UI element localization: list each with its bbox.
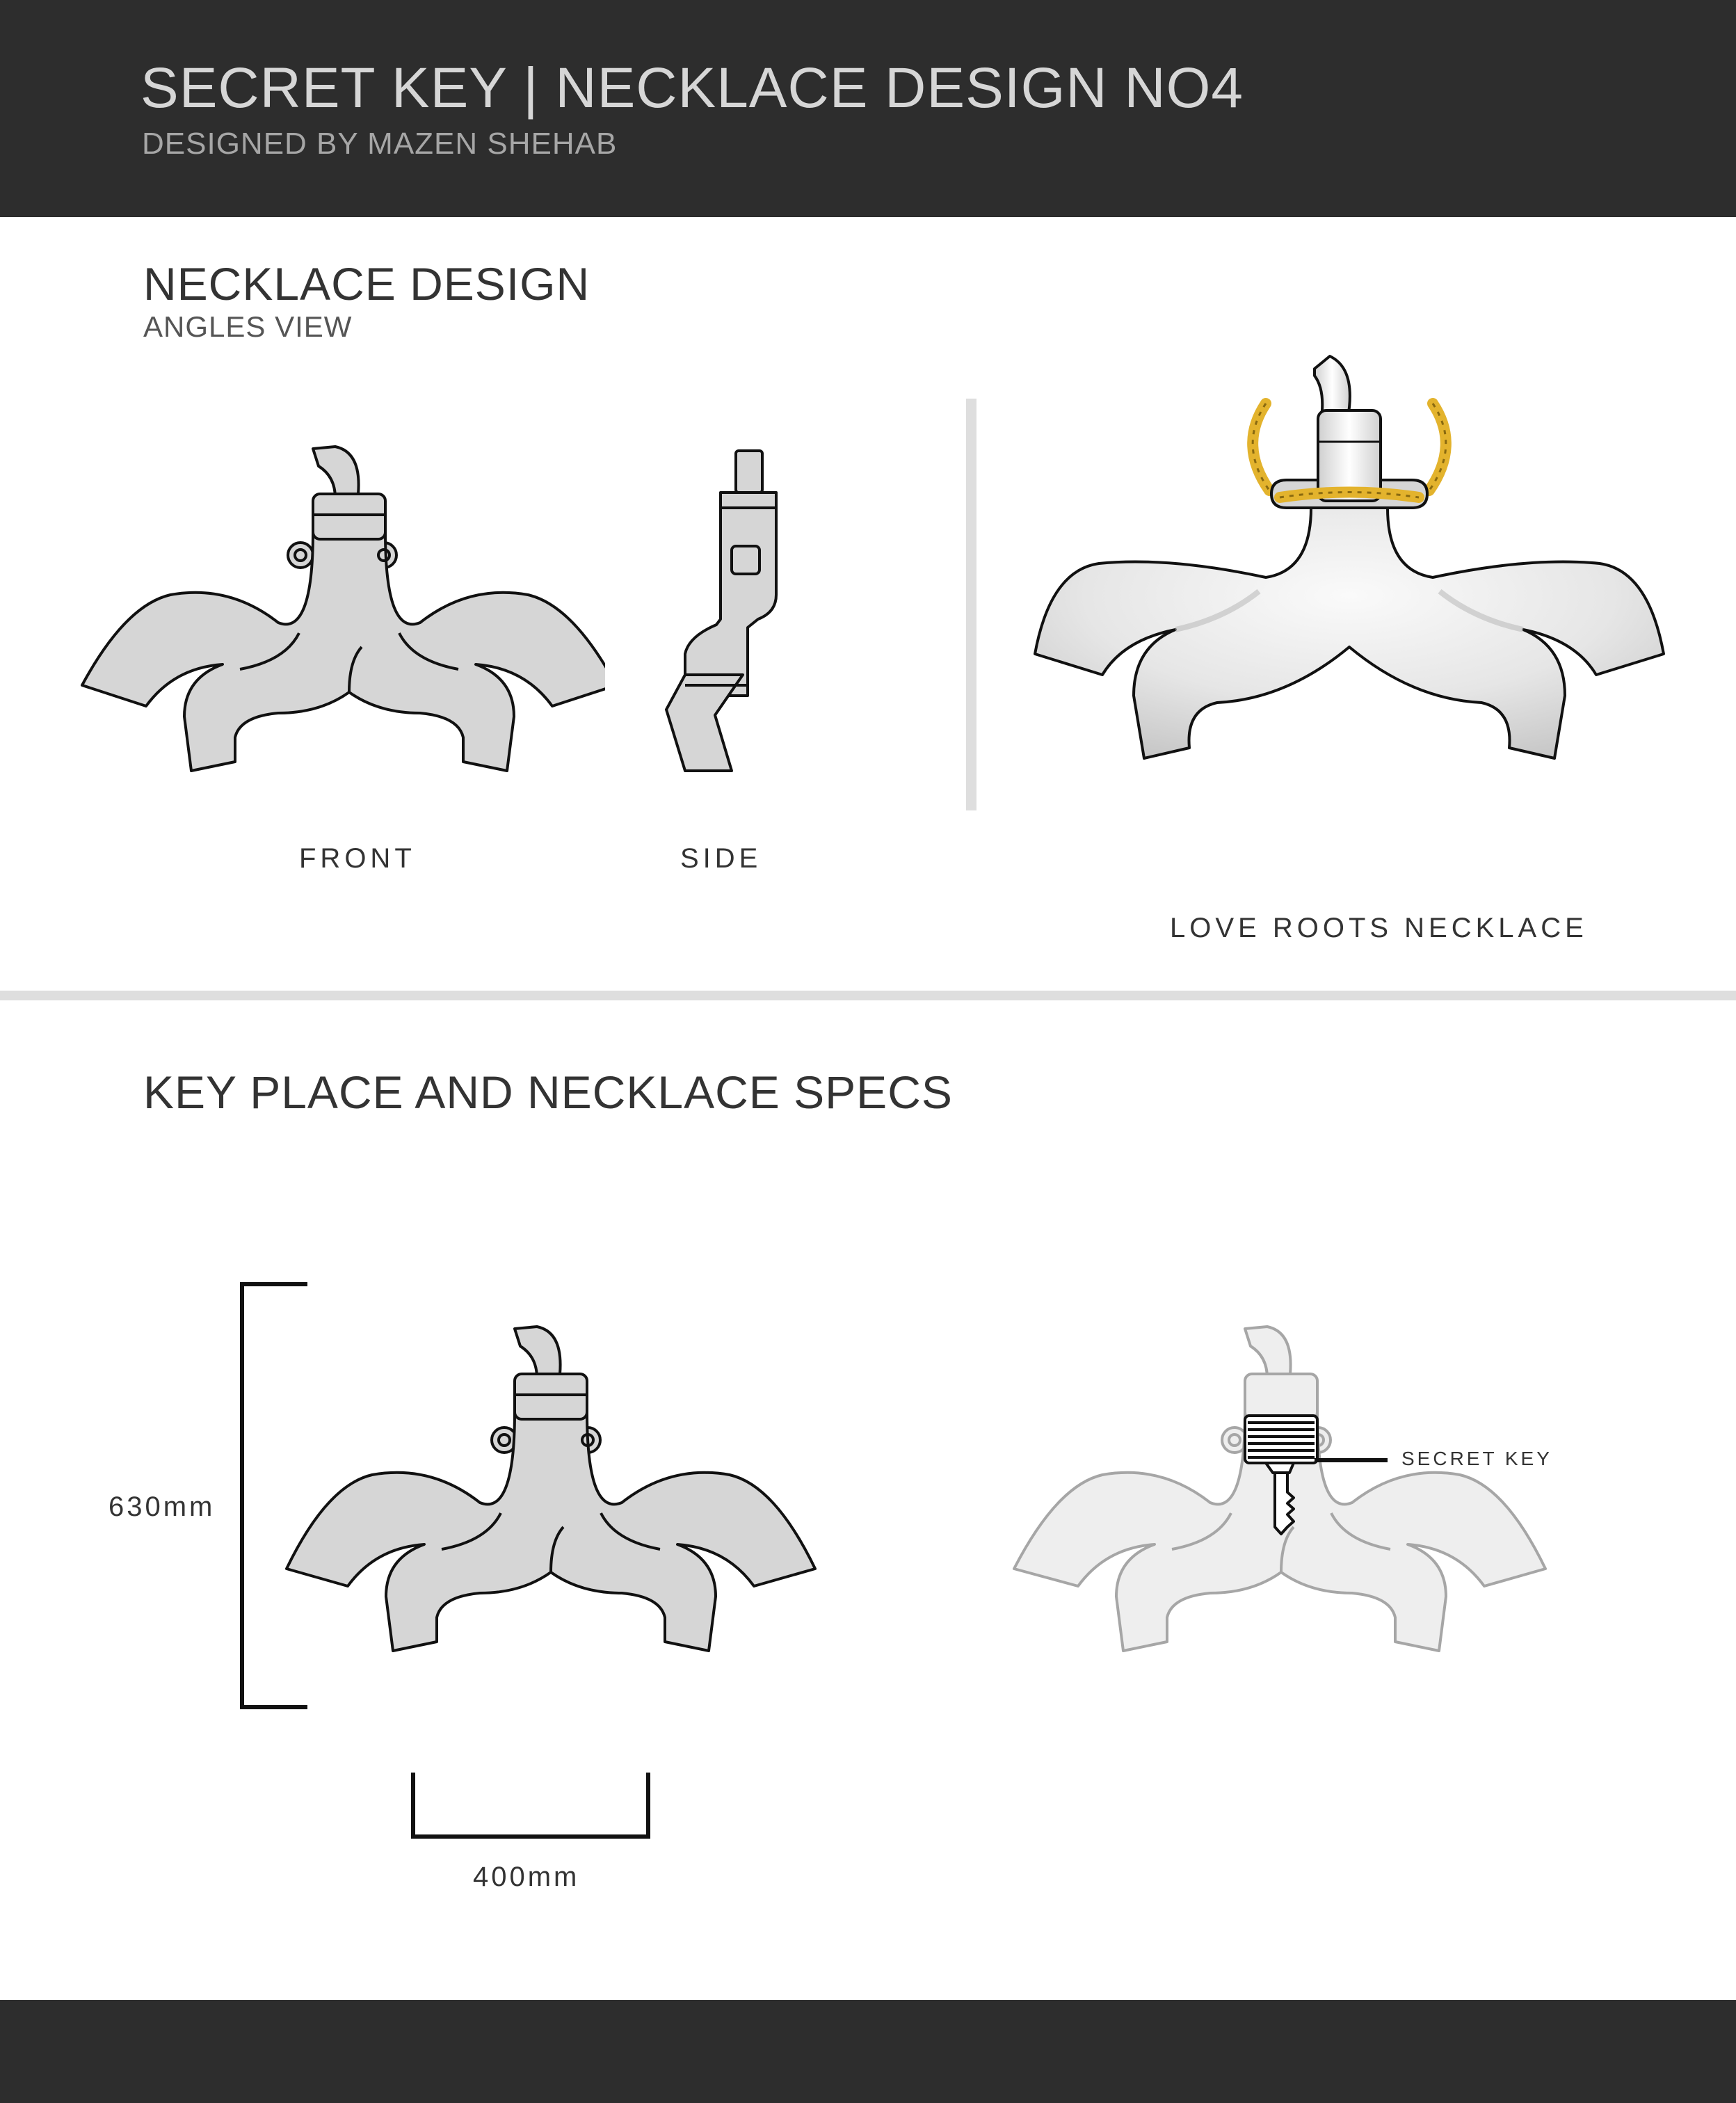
designer-credit: DESIGNED BY MAZEN SHEHAB <box>142 127 618 161</box>
love-roots-render <box>1029 348 1676 779</box>
page-title: SECRET KEY | NECKLACE DESIGN NO4 <box>140 56 1244 120</box>
spec-view-drawing <box>278 1318 821 1666</box>
section-title-necklace-design: NECKLACE DESIGN <box>143 258 590 310</box>
caption-front: FRONT <box>299 843 416 874</box>
section-divider <box>0 991 1736 1000</box>
vertical-divider <box>966 399 976 810</box>
header-band <box>0 0 1736 217</box>
footer-band <box>0 2000 1736 2103</box>
width-label: 400mm <box>473 1862 580 1892</box>
width-dimension-bracket <box>410 1767 654 1844</box>
section-subtitle-angles-view: ANGLES VIEW <box>143 310 353 343</box>
front-view-drawing <box>77 438 605 786</box>
height-label: 630mm <box>108 1492 216 1522</box>
key-placement-drawing <box>1008 1318 1551 1666</box>
section-title-specs: KEY PLACE AND NECKLACE SPECS <box>143 1066 953 1118</box>
side-view-drawing <box>647 445 800 779</box>
secret-key-label: SECRET KEY <box>1401 1448 1552 1469</box>
caption-side: SIDE <box>680 843 762 874</box>
caption-render: LOVE ROOTS NECKLACE <box>1170 913 1588 943</box>
